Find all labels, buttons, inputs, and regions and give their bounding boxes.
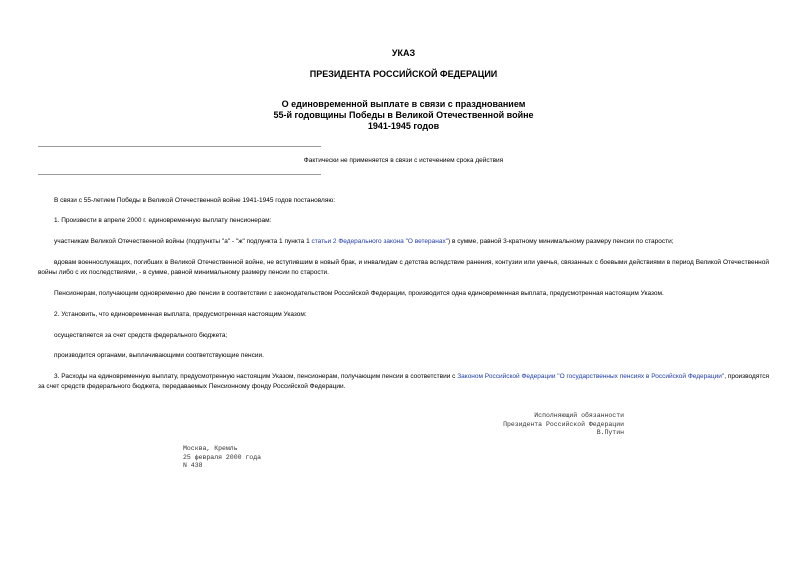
signature-line: Исполняющий обязанности — [534, 412, 624, 419]
item-2: 2. Установить, что единовременная выплата, предусмотренная настоящим Указом: — [54, 311, 307, 318]
status-note: Фактически не применяется в связи с истечением срока действия — [303, 157, 504, 164]
law-on-veterans-link[interactable]: статьи 2 Федерального закона "О ветеранах" — [311, 238, 449, 245]
signature-block — [503, 412, 624, 438]
divider-top — [38, 146, 321, 147]
item-2-payer: производится органами, выплачивающими соответствующие пенсии. — [54, 352, 264, 359]
item-1-widows: вдовам военнослужащих, погибших в Великой Отечественной войне, не вступившим в новый брак, и инвалидам с детства вследствие ранения, контузии или увечья, связанных с боевыми действиями в период Великой Отечественной войны либо с их последствиями, - в сумме, равной минимальному размеру пенсии по старости. — [38, 259, 769, 276]
item-3-text-end: , производятся за счет средств федерального бюджета, передаваемых Пенсионному фонду Российской Федерации. — [38, 373, 770, 390]
item-1-veterans — [38, 237, 769, 247]
item-2-funding: осуществляется за счет средств федерального бюджета; — [54, 332, 228, 339]
place: Москва, Кремль — [183, 445, 238, 452]
item-1-veterans-text: участникам Великой Отечественной войны (подпункты "а" - "ж" подпункта 1 пункта 1 — [54, 238, 312, 245]
decree-number: N 438 — [183, 462, 203, 469]
law-on-pensions-link[interactable]: Законом Российской Федерации "О государственных пенсиях в Российской Федерации" — [457, 373, 725, 380]
signature-line: Президента Российской Федерации — [503, 420, 624, 428]
title-line: 55-й годовщины Победы в Великой Отечественной войне — [273, 110, 534, 120]
title-line: 1941-1945 годов — [367, 121, 440, 131]
place-date-block — [183, 445, 261, 471]
signature-name: В.Путин — [596, 429, 624, 436]
title-line: О единовременной выплате в связи с празднованием — [281, 99, 526, 109]
item-3-text: 3. Расходы на единовременную выплату, предусмотренную настоящим Указом, пенсионерам, получающим пенсии в соответствии с — [54, 373, 458, 380]
item-1-veterans-text-end: ) в сумме, равной 3-кратному минимальному размеру пенсии по старости; — [448, 238, 674, 245]
preamble: В связи с 55-летием Победы в Великой Отечественной войне 1941-1945 годов постановляю: — [54, 197, 336, 204]
issuer-heading: ПРЕЗИДЕНТА РОССИЙСКОЙ ФЕДЕРАЦИИ — [309, 69, 498, 79]
item-1-double-pension: Пенсионерам, получающим одновременно две пенсии в соответствии с законодательством Российской Федерации, производится одна единовременная выплата, предусмотренная настоящим Указом. — [54, 290, 664, 297]
doc-type-heading: УКАЗ — [391, 48, 416, 58]
item-1: 1. Произвести в апреле 2000 г. единовременную выплату пенсионерам: — [54, 217, 272, 224]
divider-bottom — [38, 174, 321, 175]
item-3 — [38, 372, 769, 391]
date: 25 февраля 2000 года — [183, 453, 262, 461]
